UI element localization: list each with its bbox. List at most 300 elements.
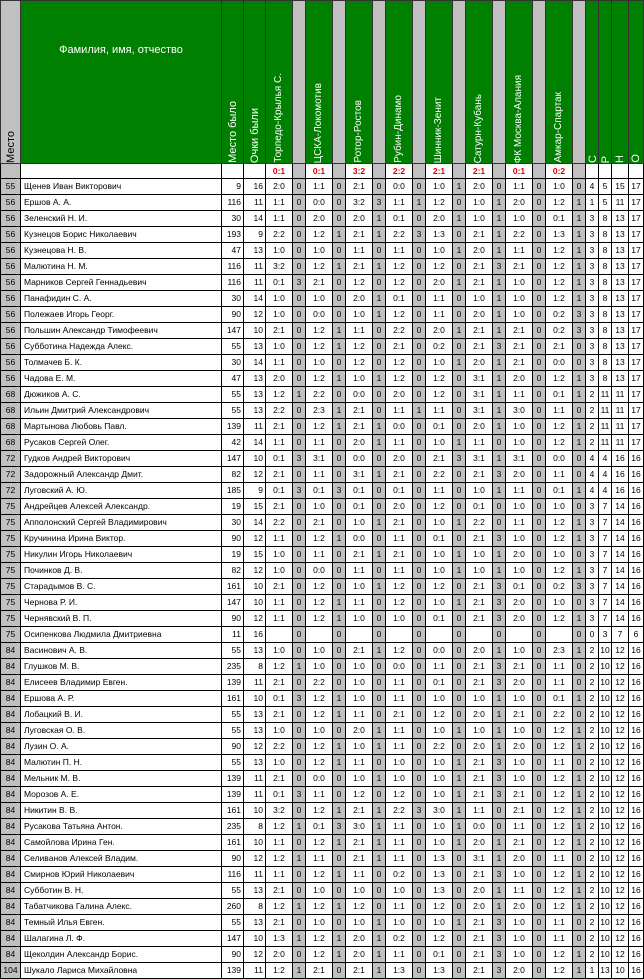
points-cell: 0 (413, 771, 426, 787)
points-cell: 0 (453, 931, 466, 947)
stat-o-cell: 16 (629, 515, 644, 531)
points-cell: 1 (453, 355, 466, 371)
header-gap (453, 1, 466, 164)
prediction-cell: 0:1 (426, 675, 453, 691)
stat-o-cell: 16 (629, 467, 644, 483)
points-cell: 1 (333, 691, 346, 707)
stat-s-cell: 2 (586, 707, 599, 723)
points-cell: 0 (573, 675, 586, 691)
place-cell: 72 (1, 467, 21, 483)
prediction-cell: 1:3 (426, 883, 453, 899)
prediction-cell: 1:1 (386, 739, 413, 755)
points-cell: 1 (453, 723, 466, 739)
blank-cell (293, 164, 306, 179)
points-cell: 0 (333, 451, 346, 467)
prediction-cell: 1:0 (346, 915, 373, 931)
actual-result: 0:1 (266, 164, 293, 179)
prediction-cell: 1:2 (306, 947, 333, 963)
points-cell: 1 (573, 611, 586, 627)
prediction-cell: 0:1 (306, 483, 333, 499)
prediction-cell: 2:0 (386, 499, 413, 515)
header-match-2: ЦСКА-Локомотив (306, 1, 333, 164)
points-cell: 1 (493, 211, 506, 227)
points-cell: 1 (573, 771, 586, 787)
points-were-cell: 12 (244, 851, 266, 867)
stat-s-cell: 1 (586, 195, 599, 211)
points-cell: 1 (333, 595, 346, 611)
prediction-cell: 1:2 (546, 739, 573, 755)
points-cell: 0 (453, 259, 466, 275)
prediction-cell: 2:1 (346, 419, 373, 435)
stat-o-cell: 17 (629, 259, 644, 275)
points-cell: 0 (533, 931, 546, 947)
blank-cell (244, 164, 266, 179)
points-cell: 1 (573, 883, 586, 899)
prediction-cell: 1:1 (506, 883, 533, 899)
place-cell: 84 (1, 643, 21, 659)
prediction-cell: 1:0 (426, 755, 453, 771)
points-cell: 0 (293, 467, 306, 483)
prediction-cell: 1:2 (306, 259, 333, 275)
prediction-cell: 1:1 (546, 851, 573, 867)
points-cell: 0 (453, 195, 466, 211)
points-cell: 0 (533, 771, 546, 787)
points-cell: 3 (493, 659, 506, 675)
stat-n-cell: 12 (612, 771, 629, 787)
points-cell: 0 (293, 499, 306, 515)
name-cell: Васинович А. В. (21, 643, 222, 659)
prediction-cell: 1:2 (546, 371, 573, 387)
points-were-cell: 11 (244, 675, 266, 691)
prediction-cell: 1:2 (426, 371, 453, 387)
place-cell: 84 (1, 787, 21, 803)
place-was-cell: 90 (222, 851, 244, 867)
points-cell: 0 (333, 723, 346, 739)
actual-result: 0:2 (546, 164, 573, 179)
points-cell: 0 (533, 403, 546, 419)
blank-cell (333, 164, 346, 179)
points-were-cell: 14 (244, 211, 266, 227)
place-cell: 84 (1, 691, 21, 707)
stat-s-cell: 2 (586, 851, 599, 867)
header-match-7: ФК Москва-Алания (506, 1, 533, 164)
points-were-cell: 13 (244, 339, 266, 355)
place-was-cell: 55 (222, 755, 244, 771)
prediction-cell: 1:0 (386, 611, 413, 627)
header-match-4: Рубин-Динамо (386, 1, 413, 164)
points-cell: 1 (373, 947, 386, 963)
points-cell: 1 (573, 387, 586, 403)
prediction-cell: 1:0 (306, 643, 333, 659)
points-cell: 0 (333, 275, 346, 291)
stat-n-cell: 12 (612, 723, 629, 739)
points-cell: 0 (533, 291, 546, 307)
points-cell: 1 (493, 227, 506, 243)
prediction-cell: 2:2 (266, 515, 293, 531)
points-cell: 1 (373, 291, 386, 307)
points-cell: 0 (533, 419, 546, 435)
place-cell: 56 (1, 323, 21, 339)
stat-o-cell: 17 (629, 227, 644, 243)
points-cell: 1 (573, 787, 586, 803)
prediction-cell: 1:3 (546, 227, 573, 243)
prediction-cell: 2:2 (426, 467, 453, 483)
stat-s-cell: 2 (586, 787, 599, 803)
prediction-cell: 2:0 (266, 947, 293, 963)
points-cell: 0 (293, 915, 306, 931)
prediction-cell: 1:0 (506, 307, 533, 323)
prediction-cell: 1:0 (346, 659, 373, 675)
name-cell: Табатчикова Галина Алекс. (21, 899, 222, 915)
points-cell: 0 (493, 515, 506, 531)
points-cell: 0 (293, 755, 306, 771)
points-cell: 0 (533, 835, 546, 851)
points-cell: 0 (413, 563, 426, 579)
place-cell: 55 (1, 179, 21, 195)
place-was-cell: 139 (222, 787, 244, 803)
stat-s-cell: 0 (586, 627, 599, 643)
points-cell: 0 (533, 547, 546, 563)
place-cell: 84 (1, 771, 21, 787)
prediction-cell: 2:1 (466, 963, 493, 979)
prediction-cell: 2:1 (266, 499, 293, 515)
stat-r-cell: 8 (599, 339, 612, 355)
points-were-cell: 11 (244, 963, 266, 979)
table-row (1, 675, 644, 691)
points-cell: 0 (413, 275, 426, 291)
prediction-cell: 1:0 (506, 947, 533, 963)
points-cell: 1 (453, 515, 466, 531)
stat-o-cell: 16 (629, 947, 644, 963)
stat-r-cell: 7 (599, 515, 612, 531)
prediction-cell: 3:0 (346, 819, 373, 835)
stat-o-cell: 16 (629, 723, 644, 739)
stat-r-cell: 8 (599, 243, 612, 259)
points-cell: 1 (373, 739, 386, 755)
points-cell: 0 (333, 963, 346, 979)
points-were-cell: 10 (244, 595, 266, 611)
points-cell: 3 (293, 451, 306, 467)
prediction-cell: 1:1 (546, 675, 573, 691)
prediction-cell: 2:1 (266, 675, 293, 691)
points-cell: 1 (493, 195, 506, 211)
points-cell: 0 (413, 851, 426, 867)
prediction-cell: 1:2 (426, 259, 453, 275)
points-cell: 0 (453, 307, 466, 323)
place-cell: 56 (1, 371, 21, 387)
stat-s-cell: 2 (586, 771, 599, 787)
name-cell: Морозов А. Е. (21, 787, 222, 803)
table-row (1, 547, 644, 563)
prediction-cell: 1:2 (306, 371, 333, 387)
place-cell: 68 (1, 419, 21, 435)
stat-o-cell: 16 (629, 787, 644, 803)
stat-n-cell: 12 (612, 707, 629, 723)
prediction-cell: 1:1 (506, 515, 533, 531)
prediction-cell: 1:1 (546, 659, 573, 675)
points-were-cell: 12 (244, 563, 266, 579)
stat-o-cell: 16 (629, 643, 644, 659)
prediction-cell: 1:0 (506, 275, 533, 291)
prediction-cell: 2:1 (266, 419, 293, 435)
prediction-cell: 1:1 (426, 659, 453, 675)
points-cell: 0 (333, 515, 346, 531)
points-cell: 3 (293, 691, 306, 707)
stat-n-cell: 11 (612, 387, 629, 403)
prediction-cell: 2:3 (306, 403, 333, 419)
prediction-cell: 0:0 (386, 419, 413, 435)
table-row (1, 227, 644, 243)
points-cell: 0 (293, 211, 306, 227)
prediction-cell: 1:2 (306, 419, 333, 435)
points-cell: 0 (573, 659, 586, 675)
prediction-cell: 2:2 (506, 227, 533, 243)
points-cell: 1 (413, 195, 426, 211)
prediction-cell: 1:1 (306, 179, 333, 195)
place-cell: 84 (1, 675, 21, 691)
stat-s-cell: 3 (586, 355, 599, 371)
points-were-cell: 10 (244, 691, 266, 707)
points-cell: 0 (453, 883, 466, 899)
points-cell: 0 (293, 323, 306, 339)
prediction-cell: 1:1 (266, 611, 293, 627)
place-cell: 84 (1, 803, 21, 819)
points-cell: 0 (573, 915, 586, 931)
stat-r-cell: 10 (599, 723, 612, 739)
points-cell: 3 (493, 947, 506, 963)
prediction-cell: 2:1 (266, 467, 293, 483)
prediction-cell: 1:1 (266, 195, 293, 211)
points-cell: 1 (493, 291, 506, 307)
points-cell: 0 (373, 339, 386, 355)
stat-n-cell: 13 (612, 259, 629, 275)
place-was-cell: 90 (222, 739, 244, 755)
points-cell: 0 (373, 483, 386, 499)
points-cell: 1 (293, 819, 306, 835)
points-cell: 0 (533, 435, 546, 451)
stat-s-cell: 2 (586, 643, 599, 659)
name-cell: Панафидин С. А. (21, 291, 222, 307)
points-cell: 0 (453, 579, 466, 595)
prediction-cell: 1:1 (506, 819, 533, 835)
name-cell: Дюжиков А. С. (21, 387, 222, 403)
points-cell: 1 (333, 419, 346, 435)
points-cell: 0 (533, 787, 546, 803)
prediction-cell: 3:2 (266, 803, 293, 819)
prediction-cell: 2:2 (546, 707, 573, 723)
prediction-cell: 0:1 (466, 499, 493, 515)
name-cell: Шалагина Л. Ф. (21, 931, 222, 947)
points-cell: 1 (573, 483, 586, 499)
prediction-cell: 1:0 (306, 915, 333, 931)
prediction-cell: 1:1 (426, 291, 453, 307)
place-was-cell: 235 (222, 819, 244, 835)
place-was-cell: 19 (222, 499, 244, 515)
points-cell: 3 (493, 867, 506, 883)
prediction-cell: 2:0 (346, 947, 373, 963)
prediction-cell: 2:0 (426, 211, 453, 227)
name-cell: Полежаев Игорь Георг. (21, 307, 222, 323)
stat-n-cell: 13 (612, 371, 629, 387)
prediction-cell: 2:1 (386, 339, 413, 355)
prediction-cell: 1:0 (346, 771, 373, 787)
points-cell: 1 (373, 931, 386, 947)
points-cell: 0 (413, 323, 426, 339)
points-cell: 1 (573, 899, 586, 915)
points-cell: 0 (533, 483, 546, 499)
stat-n-cell: 12 (612, 947, 629, 963)
actual-result: 2:1 (466, 164, 493, 179)
table-row (1, 371, 644, 387)
prediction-cell: 3:1 (306, 451, 333, 467)
place-was-cell: 55 (222, 403, 244, 419)
points-cell: 0 (573, 931, 586, 947)
points-cell: 0 (293, 243, 306, 259)
prediction-cell (426, 627, 453, 643)
stat-r-cell: 10 (599, 851, 612, 867)
prediction-cell: 0:1 (266, 483, 293, 499)
points-cell: 0 (413, 259, 426, 275)
points-cell: 0 (333, 355, 346, 371)
prediction-cell: 1:0 (546, 179, 573, 195)
prediction-cell: 1:0 (346, 307, 373, 323)
table-row (1, 707, 644, 723)
points-cell: 0 (333, 915, 346, 931)
points-cell: 1 (493, 323, 506, 339)
place-was-cell: 55 (222, 883, 244, 899)
place-cell: 68 (1, 403, 21, 419)
points-cell: 1 (333, 931, 346, 947)
stat-o-cell: 16 (629, 963, 644, 979)
prediction-cell: 1:1 (386, 563, 413, 579)
points-cell: 1 (493, 419, 506, 435)
prediction-cell: 1:2 (386, 643, 413, 659)
points-were-cell: 12 (244, 611, 266, 627)
points-were-cell: 16 (244, 179, 266, 195)
stat-r-cell: 7 (599, 595, 612, 611)
points-cell: 0 (293, 307, 306, 323)
stat-n-cell: 14 (612, 515, 629, 531)
stat-o-cell: 16 (629, 771, 644, 787)
prediction-cell: 2:1 (306, 963, 333, 979)
prediction-cell: 1:1 (346, 563, 373, 579)
prediction-cell: 1:0 (306, 659, 333, 675)
prediction-cell: 1:2 (386, 355, 413, 371)
points-cell: 0 (533, 371, 546, 387)
points-cell: 0 (533, 899, 546, 915)
prediction-cell: 1:2 (306, 227, 333, 243)
prediction-cell: 2:2 (386, 227, 413, 243)
points-cell: 3 (493, 611, 506, 627)
points-cell: 0 (413, 963, 426, 979)
prediction-cell: 1:0 (266, 755, 293, 771)
prediction-cell: 1:1 (466, 435, 493, 451)
points-cell: 0 (533, 531, 546, 547)
prediction-cell: 2:1 (426, 451, 453, 467)
name-cell: Андрейцев Алексей Александр. (21, 499, 222, 515)
prediction-cell: 0:1 (266, 451, 293, 467)
prediction-cell: 1:0 (386, 771, 413, 787)
points-cell: 0 (373, 755, 386, 771)
stat-r-cell: 10 (599, 835, 612, 851)
prediction-cell: 0:2 (546, 323, 573, 339)
stat-r-cell: 7 (599, 563, 612, 579)
prediction-cell: 1:1 (506, 483, 533, 499)
points-cell: 1 (373, 835, 386, 851)
prediction-cell: 1:0 (506, 211, 533, 227)
prediction-cell: 2:1 (506, 803, 533, 819)
points-cell: 1 (333, 611, 346, 627)
actual-result: 2:2 (386, 164, 413, 179)
points-cell: 0 (533, 675, 546, 691)
points-cell: 1 (333, 835, 346, 851)
prediction-cell: 1:2 (306, 931, 333, 947)
prediction-cell: 1:2 (546, 899, 573, 915)
stat-s-cell: 2 (586, 419, 599, 435)
points-were-cell: 13 (244, 755, 266, 771)
prediction-cell: 2:0 (506, 195, 533, 211)
place-cell: 84 (1, 739, 21, 755)
prediction-cell: 1:0 (346, 739, 373, 755)
place-was-cell: 147 (222, 931, 244, 947)
stat-n-cell: 12 (612, 659, 629, 675)
stat-s-cell: 2 (586, 691, 599, 707)
place-cell: 75 (1, 627, 21, 643)
prediction-cell: 1:3 (426, 227, 453, 243)
table-row (1, 803, 644, 819)
header-gap (293, 1, 306, 164)
stat-r-cell: 8 (599, 307, 612, 323)
table-row (1, 627, 644, 643)
points-cell: 0 (533, 915, 546, 931)
prediction-cell: 1:1 (506, 243, 533, 259)
stat-s-cell: 2 (586, 867, 599, 883)
prediction-cell: 1:0 (266, 243, 293, 259)
prediction-cell: 2:0 (346, 291, 373, 307)
stat-r-cell: 13 (599, 963, 612, 979)
points-cell: 1 (453, 803, 466, 819)
points-cell: 0 (333, 643, 346, 659)
prediction-cell: 1:0 (306, 243, 333, 259)
name-cell: Лобацкий В. И. (21, 707, 222, 723)
points-were-cell: 8 (244, 819, 266, 835)
stat-o-cell: 17 (629, 291, 644, 307)
points-cell: 0 (573, 707, 586, 723)
prediction-cell: 1:2 (306, 323, 333, 339)
header-match-8: Амкар-Спартак (546, 1, 573, 164)
prediction-cell: 1:1 (386, 243, 413, 259)
prediction-cell: 2:1 (346, 227, 373, 243)
prediction-cell: 2:1 (386, 547, 413, 563)
prediction-cell: 1:2 (546, 195, 573, 211)
place-was-cell: 30 (222, 211, 244, 227)
prediction-cell: 1:0 (506, 531, 533, 547)
points-cell: 3 (573, 307, 586, 323)
prediction-cell: 1:2 (306, 595, 333, 611)
stat-n-cell: 12 (612, 643, 629, 659)
prediction-cell: 2:1 (506, 323, 533, 339)
prediction-cell: 1:0 (506, 915, 533, 931)
prediction-cell: 0:0 (426, 643, 453, 659)
place-cell: 75 (1, 579, 21, 595)
stat-r-cell: 8 (599, 355, 612, 371)
stat-r-cell: 11 (599, 403, 612, 419)
points-cell: 1 (493, 707, 506, 723)
points-cell: 1 (333, 947, 346, 963)
points-were-cell: 10 (244, 931, 266, 947)
stat-s-cell: 3 (586, 371, 599, 387)
header-gap (373, 1, 386, 164)
